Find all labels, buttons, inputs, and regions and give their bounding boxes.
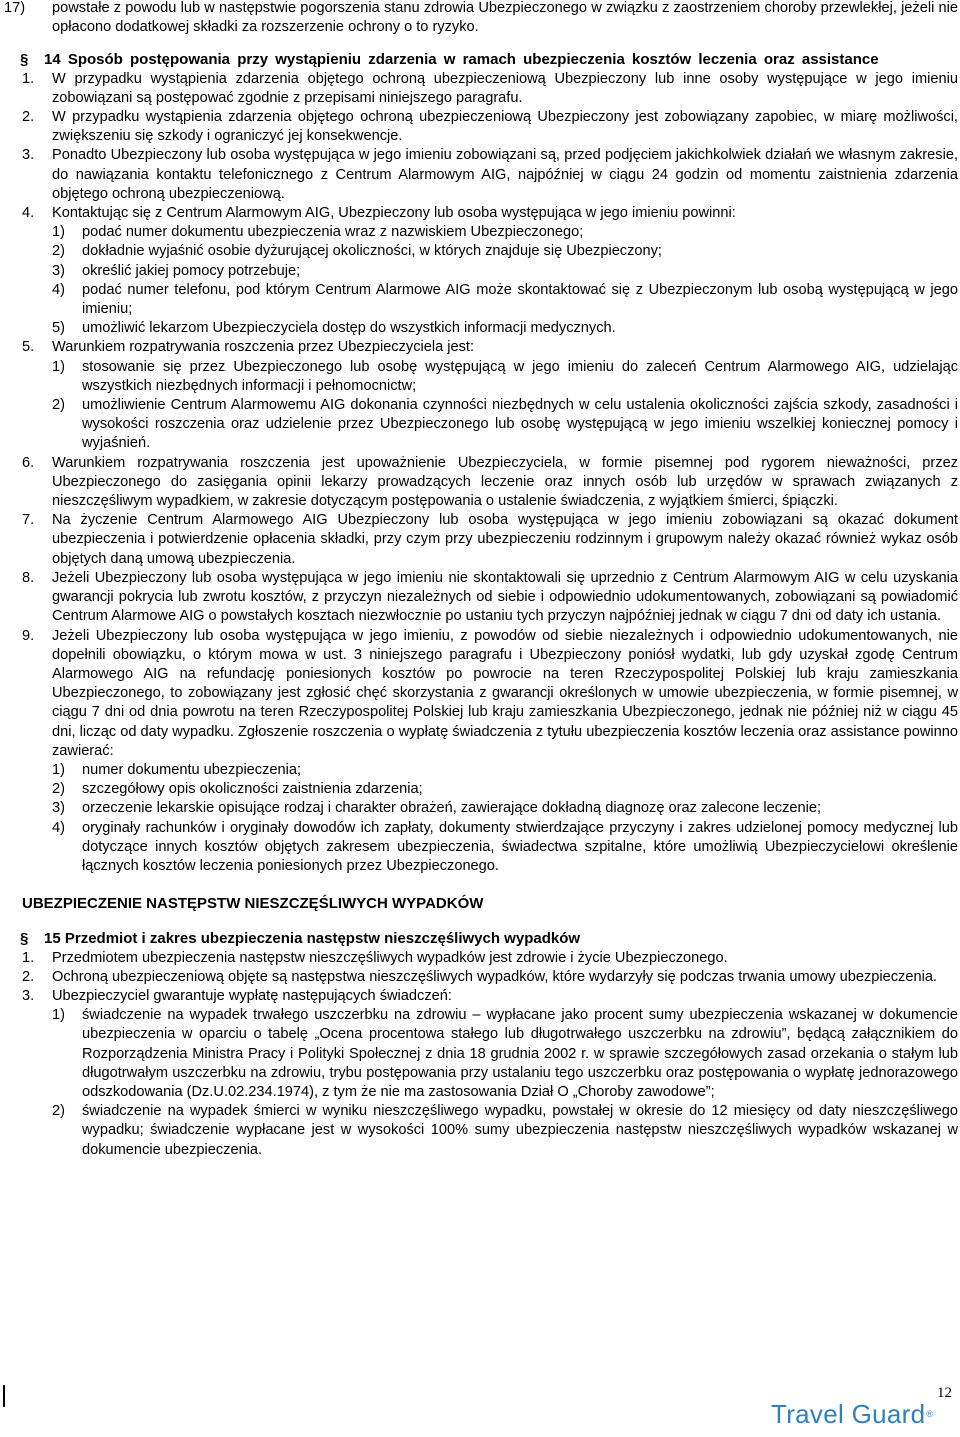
- sub-item-number: 2): [52, 397, 65, 414]
- registered-mark: ®: [926, 1409, 934, 1419]
- item-text: Ochroną ubezpieczeniową objęte są następstwa nieszczęśliwych wypadków, które wydarzyły się podczas trwania umowy ubezpieczenia.: [52, 968, 937, 985]
- sub-item-text: umożliwić lekarzom Ubezpieczyciela dostęp do wszystkich informacji medycznych.: [82, 320, 616, 337]
- sub-list-item: [52, 281, 958, 319]
- item-text: Warunkiem rozpatrywania roszczenia jest upoważnienie Ubezpieczyciela, w formie pisemnej pod rygorem nieważności, przez Ubezpieczonego do zasięgania opinii lekarzy prowadzących leczenie oraz innych osób lub urzędów w sprawach związanych z nieszczęśliwym wypadkiem, w zakresie dotyczącym postępowania o ustalenie świadczenia, z wyjątkiem śmierci, śpiączki.: [52, 454, 958, 510]
- item-text: W przypadku wystąpienia zdarzenia objętego ochroną ubezpieczeniową Ubezpieczony lub inne osoby występujące w jego imieniu zobowiązani są postępować zgodnie z przepisami niniejszego paragrafu.: [52, 70, 958, 106]
- sub-item-text: dokładnie wyjaśnić osobie dyżurującej okoliczności, w których znajduje się Ubezpieczony;: [82, 243, 662, 260]
- sub-list-item: [52, 799, 958, 818]
- sub-item-text: podać numer dokumentu ubezpieczenia wraz z nazwiskiem Ubezpieczonego;: [82, 224, 584, 241]
- sub-item-number: 2): [52, 243, 65, 260]
- sub-item-text: szczegółowy opis okoliczności zaistnienia zdarzenia;: [82, 781, 423, 798]
- item-number: 7.: [22, 512, 35, 529]
- sub-item-text: świadczenie na wypadek śmierci w wyniku nieszczęśliwego wypadku, powstałej w okresie do 12 miesięcy od daty nieszczęśliwego wypadku; świadczenie wypłacane jest w wysokości 100% sumy ubezpieczenia następstw nieszczęśliwych wypadków wskazanej w dokumencie ubezpieczenia.: [82, 1103, 958, 1158]
- item-text: Ponadto Ubezpieczony lub osoba występująca w jego imieniu zobowiązani są, przed podjęciem jakichkolwiek działań we własnym zakresie, do nawiązania kontaktu telefonicznego z Centrum Alarmowym AIG, najpóźniej w ciągu 24 godzin od momentu zaistnienia zdarzenia objętego ochroną ubezpieczeniową.: [52, 147, 958, 202]
- item-text: Jeżeli Ubezpieczony lub osoba występująca w jego imieniu, z powodów od siebie niezależnych i odpowiednio udokumentowanych, nie dopełnili obowiązku, o którym mowa w ust. 3 niniejszego paragrafu i Ubezpieczony poniósł wydatki, lub gdy uzyskał zgodę Centrum Alarmowego AIG na refundację poniesionych kosztów po powrocie na teren Rzeczypospolitej Polskiej lub kraju zamieszkania Ubezpieczonego, to zobowiązany jest zgłosić chęć skorzystania z gwarancji określonych w umowie ubezpieczenia, w formie pisemnej, w ciągu 7 dni od dnia powrotu na teren Rzeczypospolitej Polskiej lub kraju zamieszkania Ubezpieczonego, jednak nie później niż w ciągu 45 dni, licząc od daty wypadku. Zgłoszenie roszczenia o wypłatę świadczenia z tytułu ubezpieczenia kosztów leczenia oraz assistance powinno zawierać:: [52, 627, 958, 759]
- sub-item-text: świadczenie na wypadek trwałego uszczerbku na zdrowiu – wypłacane jako procent sumy ubezpieczenia wskazanej w dokumencie ubezpieczenia w oparciu o tabelę „Ocena procentowa stałego lub długotrwałego uszczerbku na zdrowiu”, będącą załącznikiem do Rozporządzenia Ministra Pracy i Polityki Społecznej z dnia 18 grudnia 2002 r. w sprawie szczegółowych zasad orzekania o stałym lub długotrwałym uszczerbku na zdrowiu, trybu postępowania przy ustalaniu tego uszczerbku oraz postępowania o wypłatę jednorazowego odszkodowania (Dz.U.02.234.1974), z tym że nie ma zastosowania Dział O „Choroby zawodowe”;: [82, 1007, 958, 1100]
- item-number: 2.: [22, 109, 35, 126]
- item-text: W przypadku wystąpienia zdarzenia objętego ochroną ubezpieczeniową Ubezpieczony jest zobowiązany zapobiec, w miarę możliwości, zwiększeniu się szkody i ograniczyć jej konsekwencje.: [52, 109, 958, 145]
- sub-item-text: określić jakiej pomocy potrzebuje;: [82, 262, 301, 279]
- item-number: 6.: [22, 454, 35, 471]
- item-number: 1.: [22, 949, 35, 966]
- list-item: [4, 0, 958, 37]
- sub-item-text: orzeczenie lekarskie opisujące rodzaj i charakter obrażeń, zawierające dokładną diagnozę oraz zalecone leczenie;: [82, 800, 822, 817]
- document-body: [4, 0, 958, 1160]
- list-item: [22, 968, 958, 987]
- sub-list-item: [52, 319, 958, 338]
- item-number: 9.: [22, 627, 35, 644]
- item-text: Jeżeli Ubezpieczony lub osoba występująca w jego imieniu nie skontaktowali się uprzednio z Centrum Alarmowym AIG w celu uzyskania gwarancji pokrycia lub zwrotu kosztów, z przyczyn niezależnych od siebie i odpowiednio udokumentowanych, zobowiązani są powiadomić Centrum Alarmowe AIG o powstałych kosztach niezwłocznie po ustaniu tych przyczyn najpóźniej jednak w ciągu 7 dni od daty ich ustania.: [52, 569, 958, 625]
- item-number: 8.: [22, 569, 35, 586]
- logo-text: Travel Guard: [771, 1399, 926, 1429]
- list-item: [22, 627, 958, 761]
- list-item: [22, 511, 958, 569]
- item-text: Przedmiotem ubezpieczenia następstw nieszczęśliwych wypadków jest zdrowie i życie Ubezpieczonego.: [52, 949, 728, 966]
- sub-item-number: 4): [52, 819, 65, 836]
- sub-item-text: umożliwienie Centrum Alarmowemu AIG dokonania czynności niezbędnych w celu ustalenia okoliczności zajścia szkody, zasadności i wysokości roszczenia oraz udzielenie przez Ubezpieczonego lub osobę występującą w jego imieniu wszelkiej koniecznej pomocy i wyjaśnień.: [82, 397, 958, 452]
- list-item: [22, 146, 958, 204]
- paragraph-sign: §: [20, 930, 29, 948]
- sub-list-item: [52, 396, 958, 454]
- list-item: [22, 338, 958, 357]
- text-cursor-mark: [3, 1385, 5, 1407]
- list-item: [22, 454, 958, 512]
- item-number: 1.: [22, 70, 35, 87]
- item-text: Ubezpieczyciel gwarantuje wypłatę następujących świadczeń:: [52, 987, 452, 1004]
- sub-item-number: 1): [52, 224, 65, 241]
- section-heading: [20, 50, 958, 69]
- sub-item-number: 1): [52, 358, 65, 375]
- item-text: Kontaktując się z Centrum Alarmowym AIG, Ubezpieczony lub osoba występująca w jego imieniu powinni:: [52, 205, 736, 222]
- section-15-list: [22, 949, 958, 1160]
- section-title: 14 Sposób postępowania przy wystąpieniu zdarzenia w ramach ubezpieczenia kosztów leczenia oraz assistance: [44, 51, 879, 69]
- list-item: [22, 949, 958, 968]
- list-item: [22, 204, 958, 223]
- travel-guard-logo: [771, 1399, 934, 1429]
- list-item: [22, 70, 958, 108]
- list-item: [22, 569, 958, 627]
- sub-item-number: 2): [52, 781, 65, 798]
- sub-list-item: [52, 761, 958, 780]
- list-item: [22, 987, 958, 1006]
- sub-item-number: 4): [52, 281, 65, 298]
- sub-item-number: 2): [52, 1103, 65, 1120]
- sub-item-text: numer dokumentu ubezpieczenia;: [82, 761, 302, 778]
- item-number: 2.: [22, 968, 35, 985]
- section-14-list: [22, 70, 958, 877]
- sub-item-text: stosowanie się przez Ubezpieczonego lub osobę występującą w jego imieniu do zaleceń Centrum Alarmowego AIG, udzielając wszystkich niezbędnych informacji i pełnomocnictw;: [82, 358, 958, 394]
- page-number: 12: [937, 1385, 952, 1401]
- item-number: 17): [4, 0, 26, 16]
- sub-item-number: 3): [52, 800, 65, 817]
- list-item: [22, 108, 958, 146]
- item-text: Warunkiem rozpatrywania roszczenia przez Ubezpieczyciela jest:: [52, 339, 475, 356]
- item-number: 3.: [22, 987, 35, 1004]
- sub-list-item: [52, 1102, 958, 1160]
- sub-list-item: [52, 262, 958, 281]
- sub-item-number: 1): [52, 1007, 65, 1024]
- paragraph-sign: §: [20, 51, 29, 69]
- item-text: powstałe z powodu lub w następstwie pogorszenia stanu zdrowia Ubezpieczonego w związku z zaostrzeniem choroby przewlekłej, jeżeli nie opłacono dodatkowej składki za rozszerzenie ochrony o to ryzyko.: [52, 0, 958, 36]
- item-number: 5.: [22, 339, 35, 356]
- item-text: Na życzenie Centrum Alarmowego AIG Ubezpieczony lub osoba występująca w jego imieniu zobowiązani są okazać dokument ubezpieczenia i potwierdzenie opłacenia składki, przy czym przy ubezpieczeniu rodzinnym i grupowym należy okazać również wykaz osób objętych daną umową ubezpieczenia.: [52, 512, 958, 567]
- section-title: 15 Przedmiot i zakres ubezpieczenia następstw nieszczęśliwych wypadków: [44, 930, 581, 948]
- sub-list-item: [52, 819, 958, 877]
- sub-list-item: [52, 242, 958, 261]
- sub-list-item: [52, 1006, 958, 1102]
- sub-list-item: [52, 358, 958, 396]
- sub-item-text: oryginały rachunków i oryginały dowodów ich zapłaty, dokumenty stwierdzające przyczyny i zakres udzielonej pomocy medycznej lub dotyczące innych kosztów objętych zakresem ubezpieczenia, świadectwa szpitalne, które umożliwią Ubezpieczycielowi określenie łącznych kosztów leczenia poniesionych przez Ubezpieczonego.: [82, 819, 958, 874]
- section-heading: [20, 929, 958, 948]
- section-group-heading: UBEZPIECZENIE NASTĘPSTW NIESZCZĘŚLIWYCH WYPADKÓW: [22, 895, 484, 913]
- sub-list-item: [52, 780, 958, 799]
- item-number: 4.: [22, 205, 35, 222]
- item-number: 3.: [22, 147, 35, 164]
- sub-list-item: [52, 223, 958, 242]
- sub-item-number: 5): [52, 320, 65, 337]
- sub-item-number: 1): [52, 761, 65, 778]
- sub-item-number: 3): [52, 262, 65, 279]
- sub-item-text: podać numer telefonu, pod którym Centrum Alarmowe AIG może skontaktować się z Ubezpieczonym lub osobą występującą w jego imieniu;: [82, 281, 958, 318]
